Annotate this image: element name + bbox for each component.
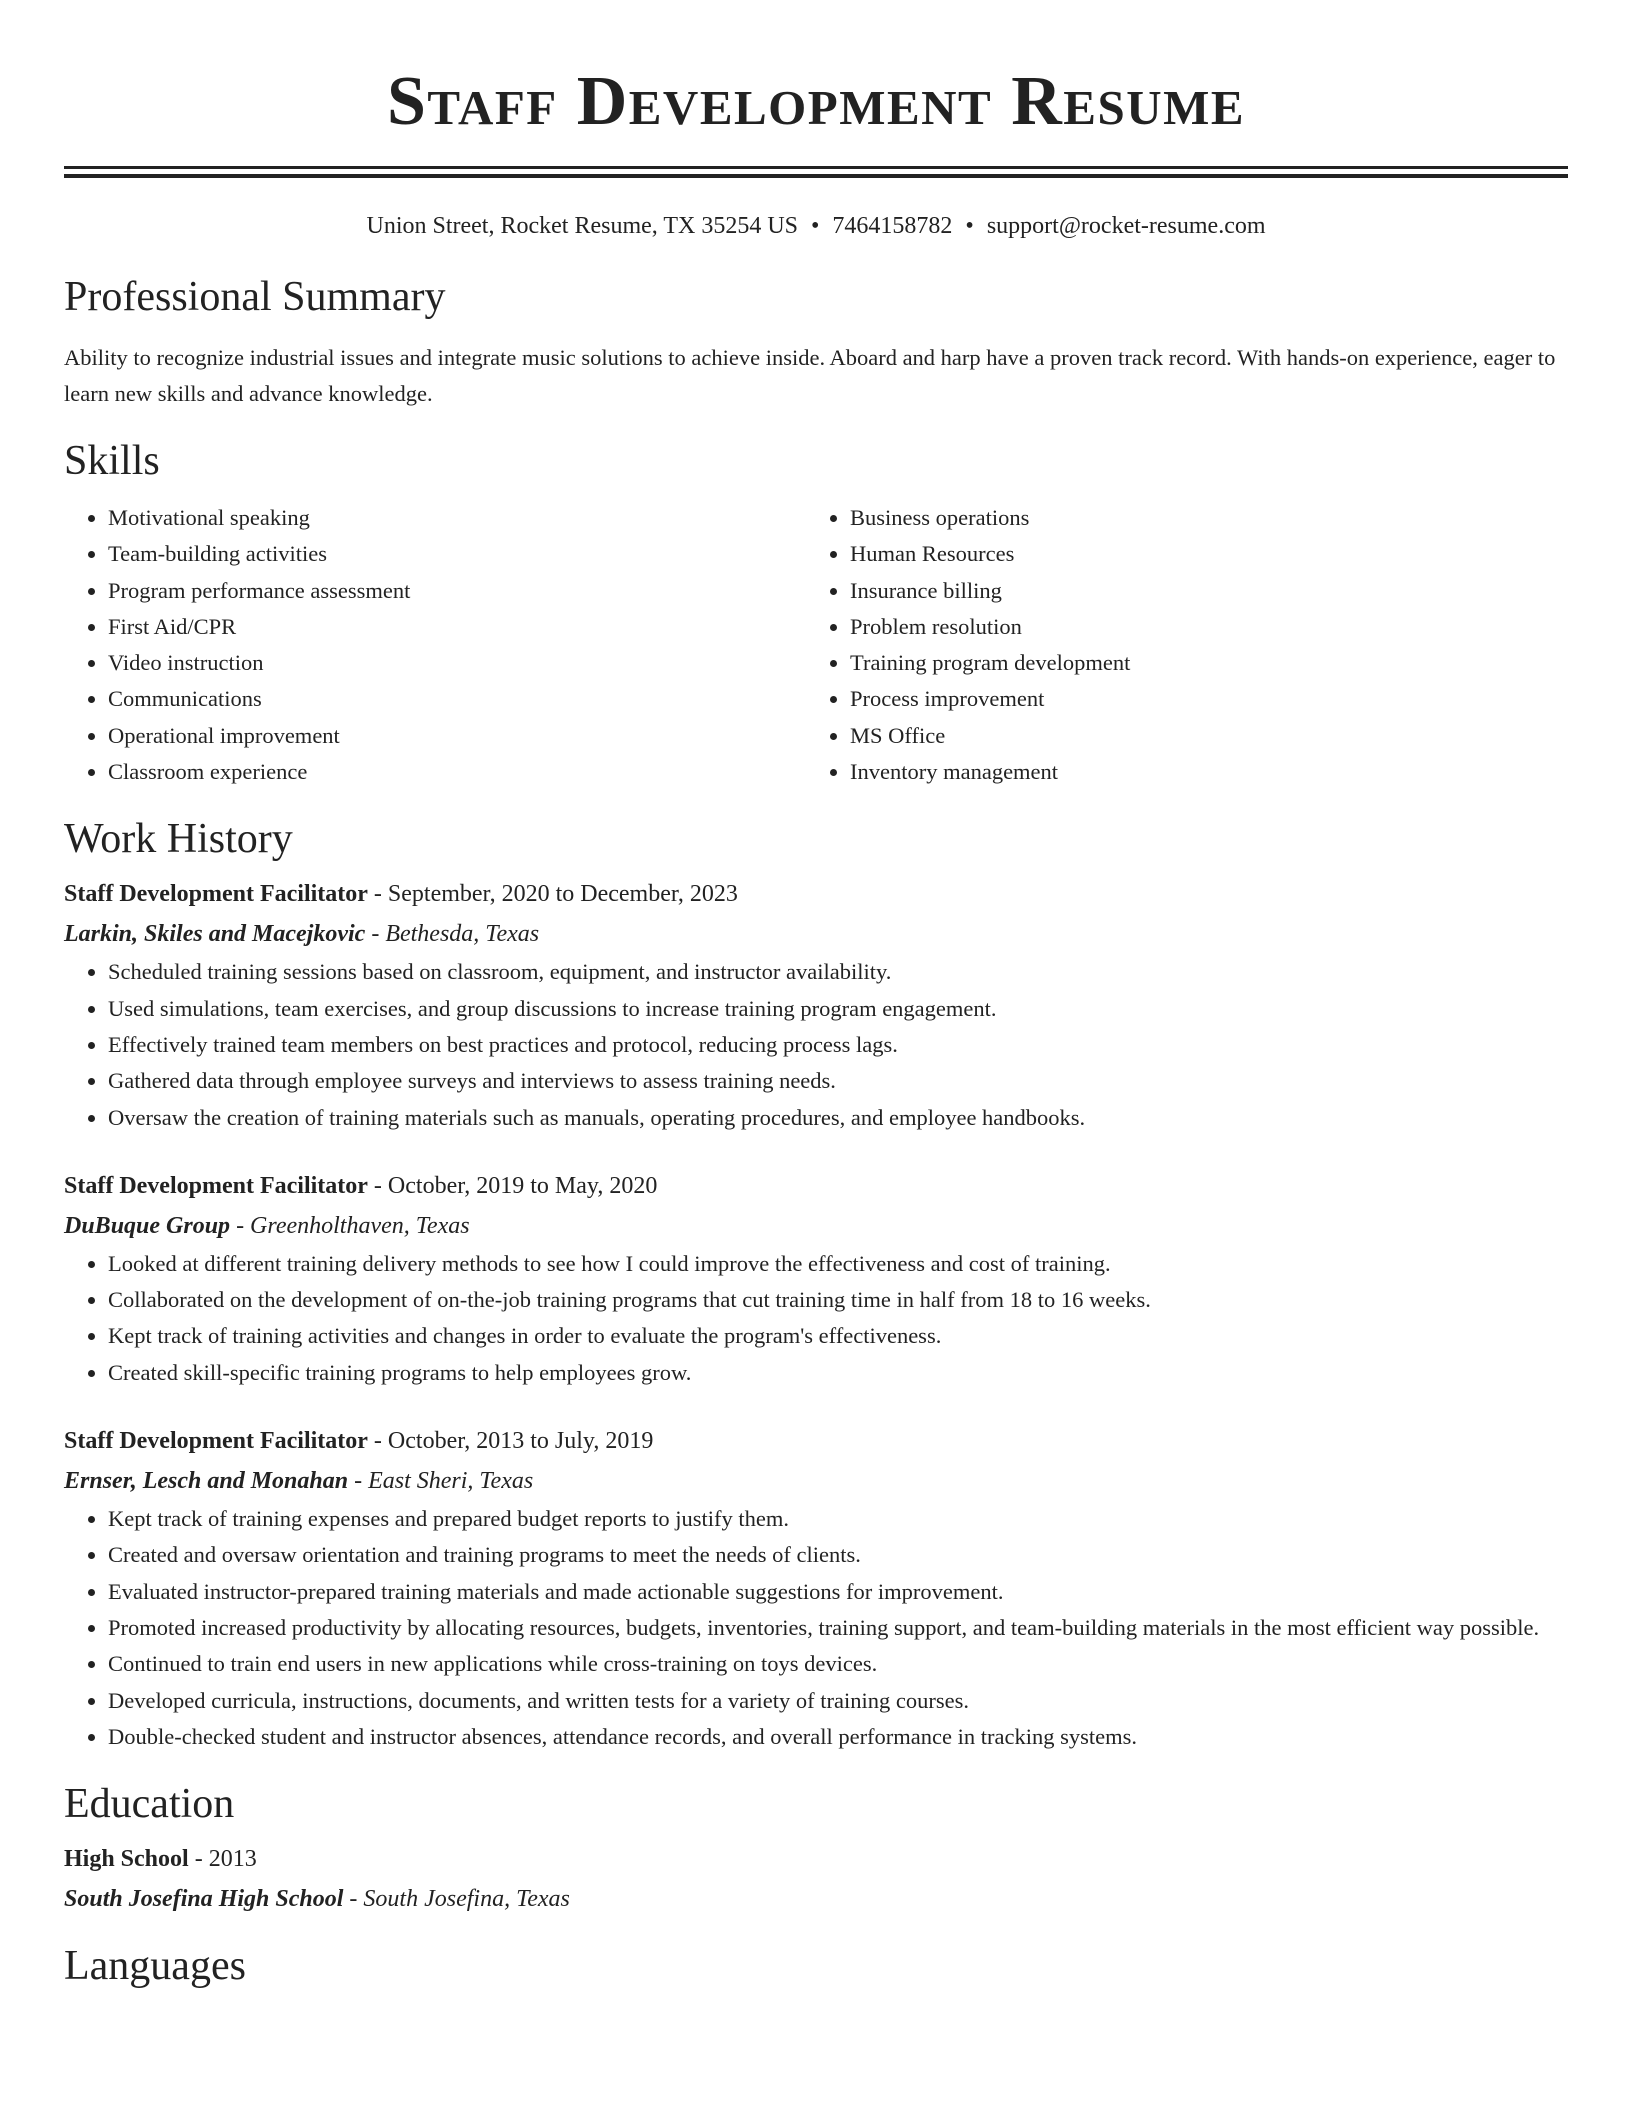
job-duty: • Effectively trained team members on best practices and protocol, reducing process lags. — [108, 1027, 1568, 1063]
education-header — [64, 1839, 1568, 1879]
job-title: Staff Development Facilitator — [64, 1428, 368, 1455]
job-header — [64, 1166, 1568, 1206]
job-duty: • Developed curricula, instructions, documents, and written tests for a variety of training courses. — [108, 1683, 1568, 1719]
resume-title: Staff Development Resume — [386, 63, 1246, 140]
job-duties — [64, 1246, 1568, 1391]
job-duty: • Kept track of training activities and changes in order to evaluate the program's effectiveness. — [108, 1318, 1568, 1354]
job-duties — [64, 954, 1568, 1135]
job-company-line — [64, 1461, 1568, 1501]
job-duty: • Kept track of training expenses and prepared budget reports to justify them. — [108, 1501, 1568, 1537]
job-duty: • Oversaw the creation of training materials such as manuals, operating procedures, and employee handbooks. — [108, 1100, 1568, 1136]
skill-item: • MS Office — [850, 718, 1548, 754]
skill-item: • Classroom experience — [108, 754, 806, 790]
skill-item: • Video instruction — [108, 645, 806, 681]
contact-email: support@rocket-resume.com — [986, 213, 1266, 239]
job-dates: - October, 2019 to May, 2020 — [367, 1172, 658, 1199]
contact-separator: • — [811, 213, 820, 239]
job-duty: • Used simulations, team exercises, and group discussions to increase training program engagement. — [108, 991, 1568, 1027]
job-duty: • Double-checked student and instructor absences, attendance records, and overall performance in tracking systems. — [108, 1719, 1568, 1755]
education-school: South Josefina High School — [64, 1886, 344, 1913]
skill-item: • Human Resources — [850, 536, 1548, 572]
contact-separator: • — [965, 213, 974, 239]
skills-column-right — [806, 500, 1548, 790]
job-duty: • Created skill-specific training programs to help employees grow. — [108, 1355, 1568, 1391]
job-duty: • Evaluated instructor-prepared training materials and made actionable suggestions for improvement. — [108, 1574, 1568, 1610]
skills-column-left — [64, 500, 806, 790]
skill-item: • Problem resolution — [850, 609, 1548, 645]
skill-item: • Team-building activities — [108, 536, 806, 572]
job-duty: • Collaborated on the development of on-the-job training programs that cut training time in half from 18 to 16 weeks. — [108, 1282, 1568, 1318]
job-entry — [64, 1421, 1568, 1755]
job-duty: • Promoted increased productivity by allocating resources, budgets, inventories, training support, and team-building materials in the most efficient way possible. — [108, 1610, 1568, 1646]
education-entry — [64, 1839, 1568, 1919]
job-dates: - October, 2013 to July, 2019 — [367, 1428, 654, 1455]
job-location: - Greenholthaven, Texas — [230, 1212, 470, 1239]
contact-line — [64, 210, 1568, 242]
skills-list — [64, 500, 1568, 790]
contact-phone: 7464158782 — [832, 213, 953, 239]
education-degree: High School — [64, 1846, 189, 1873]
job-company: Larkin, Skiles and Macejkovic — [64, 921, 366, 948]
skill-item: • First Aid/CPR — [108, 609, 806, 645]
job-duty: • Scheduled training sessions based on classroom, equipment, and instructor availability. — [108, 954, 1568, 990]
job-entry — [64, 1166, 1568, 1391]
resume-page — [64, 0, 1568, 1991]
job-company: DuBuque Group — [64, 1212, 231, 1239]
job-dates: - September, 2020 to December, 2023 — [367, 881, 738, 908]
job-duty: • Gathered data through employee surveys and interviews to assess training needs. — [108, 1063, 1568, 1099]
job-location: - East Sheri, Texas — [348, 1468, 534, 1495]
skill-item: • Program performance assessment — [108, 573, 806, 609]
summary-text: Ability to recognize industrial issues and integrate music solutions to achieve inside. Aboard and harp have a proven track record. With hands-on experience, eager to learn new skills and advance knowledge. — [64, 345, 1556, 406]
job-duty: • Looked at different training delivery methods to see how I could improve the effectiveness and cost of training. — [108, 1246, 1568, 1282]
job-entry — [64, 874, 1568, 1135]
job-header — [64, 874, 1568, 914]
work-history-heading: Work History — [64, 816, 293, 863]
skill-item: • Motivational speaking — [108, 500, 806, 536]
skill-item: • Communications — [108, 681, 806, 717]
skill-item: • Operational improvement — [108, 718, 806, 754]
languages-heading: Languages — [64, 1943, 246, 1990]
skill-item: • Training program development — [850, 645, 1548, 681]
summary-heading: Professional Summary — [64, 274, 446, 320]
education-year: - 2013 — [188, 1846, 257, 1873]
job-title: Staff Development Facilitator — [64, 881, 368, 908]
job-title: Staff Development Facilitator — [64, 1172, 368, 1199]
job-duty: • Continued to train end users in new applications while cross-training on toys devices. — [108, 1646, 1568, 1682]
skill-item: • Business operations — [850, 500, 1548, 536]
title-rule-bottom — [64, 174, 1568, 178]
skills-heading: Skills — [64, 438, 160, 484]
job-duties — [64, 1501, 1568, 1755]
job-header — [64, 1421, 1568, 1461]
job-company-line — [64, 1206, 1568, 1246]
job-duty: • Created and oversaw orientation and training programs to meet the needs of clients. — [108, 1537, 1568, 1573]
job-company-line — [64, 914, 1568, 954]
skill-item: • Process improvement — [850, 681, 1548, 717]
job-location: - Bethesda, Texas — [365, 921, 540, 948]
education-location: - South Josefina, Texas — [343, 1886, 570, 1913]
education-school-line — [64, 1879, 1568, 1919]
skill-item: • Insurance billing — [850, 573, 1548, 609]
education-heading: Education — [64, 1781, 235, 1828]
contact-address: Union Street, Rocket Resume, TX 35254 US — [366, 213, 799, 239]
job-company: Ernser, Lesch and Monahan — [64, 1468, 349, 1495]
skill-item: • Inventory management — [850, 754, 1548, 790]
